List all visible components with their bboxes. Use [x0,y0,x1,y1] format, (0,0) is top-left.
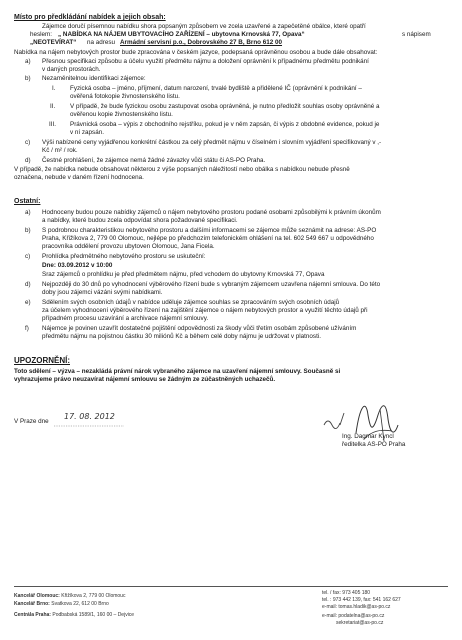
other-c-line2: Dne: 03.09.2012 v 10:00 [42,262,113,269]
offers-II-line1: V případě, že bude fyzickou osobu zastupovat osoba oprávněná, je nutno předložit souhlas osoby oprávněné a [70,103,380,110]
other-b-line1: S podrobnou charakteristikou nebytového prostoru a dalšími informacemi se zájemce může seznámit na adrese: AS-PO [42,227,377,234]
offers-b-marker: b) [25,75,31,82]
offers-I-line1: Fyzická osoba – jméno, příjmení, datum narození, trvalé bydliště a přidělené IČ (oprávnění k podnikání – [70,85,362,92]
signatory-name: Ing. Dagmar Kyncl [342,433,394,440]
offers-I-line2: ověřená fotokopie živnostenského listu. [70,93,180,100]
warning-line1: Toto sdělení – výzva – nezakládá právní nárok vybraného zájemce na uzavření nájemní smlouvy. Současně si [14,368,341,375]
offers-c-line1: Výši nabízené ceny vyjádřenou konkrétní částkou za celý předmět nájmu v číselném i slovním vyjádření specifikovaný v ,- [42,139,382,146]
footer-email-1: e-mail: tomas.hladik@as-po.cz [322,604,391,610]
offers-p3-line1: V případě, že nabídka nebude obsahovat některou z výše popsaných náležitostí nebo obálka s nabídkou nebude přesně [14,166,350,173]
footer-office-brno [14,601,109,608]
footer-tel-fax: tel. / fax: 973 405 180 [322,590,371,596]
other-e-marker: e) [25,299,31,306]
other-f-marker: f) [25,325,29,332]
offers-d-line1: Čestné prohlášení, že zájemce nemá žádné závazky vůči státu či AS-PO Praha. [42,157,266,164]
other-heading: Ostatní: [14,198,41,205]
warning-heading: UPOZORNĚNÍ: [14,356,70,365]
other-c-line1: Prohlídka předmětného nebytového prostoru se uskuteční: [42,253,206,260]
offers-d-marker: d) [25,157,31,164]
footer-office-olomouc-value: Křižíkova 2, 779 00 Olomouc [61,593,126,599]
other-c-marker: c) [25,253,31,260]
other-f-line1: Nájemce je povinen uzavřít dostatečné pojištění odpovědnosti za škody vůči třetím osobám způsobené užíváním [42,325,357,332]
footer-office-olomouc [14,593,125,600]
place-date-label: V Praze dne [14,418,49,425]
other-c-line3: Sraz zájemců o prohlídku je před předmětem nájmu, před vchodem do ubytovny Krnovská 77, Opava [42,271,325,278]
offers-III-line1: Právnická osoba – výpis z obchodního rejstříku, pokud je v něm zapsán, či výpis z obdobné evidence, pokud je [70,121,380,128]
offers-p1-line2b: „ NABÍDKA NA NÁJEM UBYTOVACÍHO ZAŘÍZENÍ – ubytovna Krnovská 77, Opava“ [58,31,305,38]
footer-office-praha [14,612,134,619]
other-e-line3: případném procesu uzavírání a archivace nájemní smlouvy. [42,315,209,322]
offers-b-line1: Nezaměnitelnou identifikaci zájemce: [42,75,146,82]
offers-p3-line2: označena, nebude v daném řízení hodnocena. [14,174,144,181]
other-e-line2: za účelem vyhodnocení výběrového řízení na zajištění zájemce o nájem nebytových prostor a využití těchto údajů při [42,307,368,314]
offers-III-line2: v ní zapsán. [70,129,104,136]
handwritten-date: 17. 08. 2012 [64,412,115,421]
footer-email-2: e-mail: podatelna@as-po.cz [322,613,385,619]
other-a-line2: a nabídky, které budou zcela odpovídat shora požadované specifikaci. [42,217,238,224]
signatory-title: ředitelka AS-PO Praha [342,441,406,448]
offers-p2: Nabídka na nájem nebytových prostor bude zpracována v českém jazyce, podepsaná oprávněnou osobou a bude dále obsahovat: [14,49,378,56]
offers-a-line2: v daných prostorách. [42,66,101,73]
footer-office-brno-value: Svatkova 22, 612 00 Brno [51,601,109,607]
footer-office-brno-label: Kancelář Brno: [14,601,50,607]
other-d-line1: Nejpozději do 30 dnů po vyhodnocení výběrového řízení bude s vybraným zájemcem uzavřena nájemní smlouva. Do této [42,281,381,288]
offers-II-line2: ověřenou kopie živnostenského listu. [70,111,173,118]
offers-c-line2: Kč / m² / rok. [42,147,78,154]
other-a-line1: Hodnoceny budou pouze nabídky zájemců o nájem nebytového prostoru podané osobami způsobilými k právním úkonům [42,209,381,216]
offers-p1-line3c: Armádní servisní p.o., Dobrovského 27 B, Brno 612 00 [120,39,283,46]
offers-a-marker: a) [25,58,31,65]
footer-office-olomouc-label: Kancelář Olomouc: [14,593,60,599]
offers-c-marker: c) [25,139,31,146]
other-d-line2: doby jsou zájemci vázáni svými nabídkami. [42,289,163,296]
footer-office-praha-label: Centrála Praha: [14,612,51,618]
other-b-marker: b) [25,227,31,234]
offers-p1-line3a: „NEOTEVÍRAT“ [30,39,77,46]
footer-email-3: sekretariat@as-po.cz [336,620,384,626]
other-d-marker: d) [25,281,31,288]
footer-tel-brno: tel. : 973 442 139, fax: 541 162 627 [322,597,401,603]
warning-line2: vyhrazujeme právo neuzavírat nájemní smlouvu se žádným ze zúčastněných uchazečů. [14,376,276,383]
offers-p1-line2c: s nápisem [402,31,431,38]
offers-p1-line3b: na adresu [87,39,116,46]
offers-p1-line1: Zájemce doručí písemnou nabídku shora popsaným způsobem ve zcela uzavřené a zapečetěné obálce, které opatří [42,23,366,30]
other-a-marker: a) [25,209,31,216]
other-f-line2: předmětu nájmu na pojistnou částku 30 miliónů Kč a během celé doby nájmu je udržovat v platnosti. [42,333,321,340]
offers-a-line1: Přesnou specifikaci způsobu a účelu využití předmětu nájmu a doložení oprávnění k případnému předmětu podnikání [42,58,369,65]
offers-II-marker: II. [50,103,56,110]
offers-III-marker: III. [49,121,56,128]
footer-office-praha-value: Podbabská 1589/1, 160 00 – Dejvice [52,612,135,618]
footer-divider [14,586,448,587]
other-b-line2: Praha, Křižíkova 2, 779 00 Olomouc, nejlépe po předchozím telefonickém ohlášení na tel. 602 549 667 u odpovědného [42,235,374,242]
offers-I-marker: I. [52,85,56,92]
offers-p1-line2a: heslem: [30,31,53,38]
offers-heading: Místo pro předkládání nabídek a jejich obsah: [14,14,166,21]
other-e-line1: Sdělením svých osobních údajů v nabídce uděluje zájemce souhlas se zpracováním svých osobních údajů [42,299,340,306]
other-b-line3: pracovníka oddělení provozu ubytoven Olomouc, Jana Ficela. [42,243,215,250]
date-line [54,424,124,428]
